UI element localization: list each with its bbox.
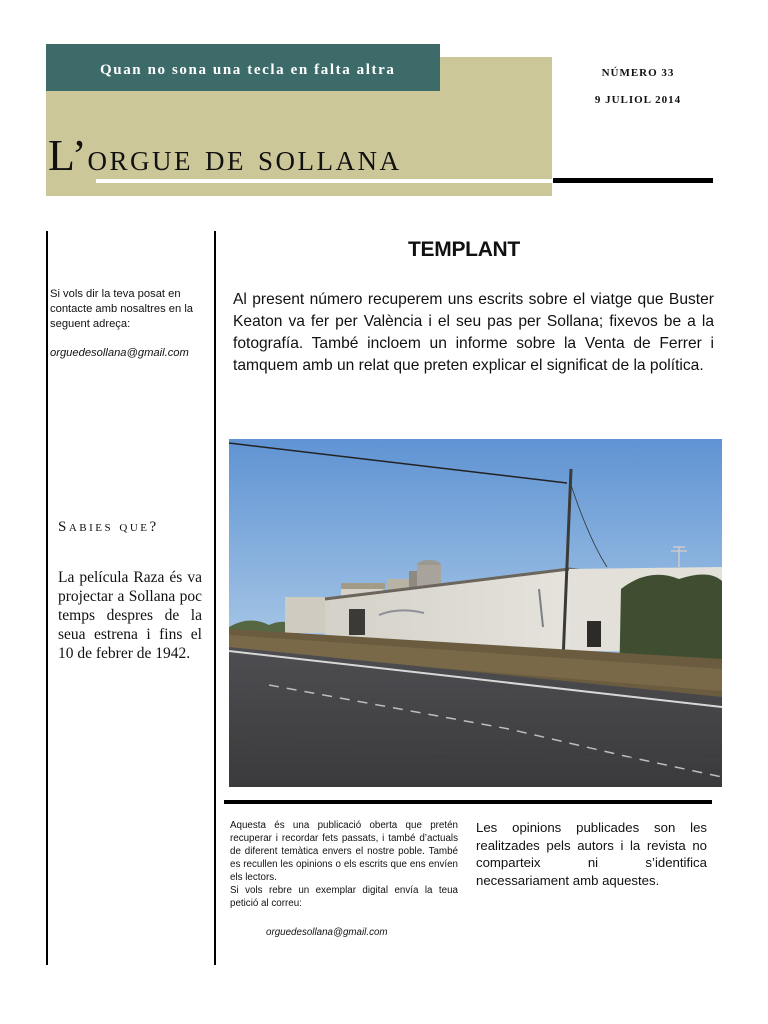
footer-right: Les opinions publicades son les realitzades pels autors i la revista no comparteix ni s’identifica necessariament amb aquestes. (476, 820, 707, 888)
sidebar-contact (50, 287, 212, 361)
sidebar-left-rule (46, 231, 48, 965)
tagline: Quan no sona una tecla en falta altra (100, 62, 396, 78)
title-underline-white (96, 179, 552, 183)
issue-info (563, 60, 713, 114)
article-headline: TEMPLANT (408, 238, 520, 261)
title-underline-black (553, 178, 713, 183)
contact-email[interactable]: orguedesollana@gmail.com (50, 347, 189, 359)
footer-rule (224, 800, 712, 804)
issue-number: NÚMERO 33 (601, 67, 675, 79)
sabies-text: La película Raza és va projectar a Sollana poc temps despres de la seua estrena i fins el 10 de febrer de 1942. (58, 569, 202, 662)
newsletter-title (48, 131, 402, 180)
issue-date: 9 JULIOL 2014 (594, 94, 682, 106)
sidebar-right-rule (214, 231, 216, 965)
footer-email[interactable]: orguedesollana@gmail.com (266, 927, 388, 938)
title-rest: orgue de sollana (87, 137, 402, 179)
sabies-heading: Sabies que? (58, 519, 159, 535)
title-prefix: L’ (48, 131, 88, 180)
footer-left-text-2: Si vols rebre un exemplar digital envía la teua petició al correu: (230, 885, 458, 909)
footer-left (230, 819, 458, 939)
footer-left-text-1: Aquesta és una publicació oberta que pretén recuperar i recordar fets passats, i també d’actuals de diferent temàtica envers el nostre poble. També es recullen les opinions o els escrits que ens envíen els lectors. (230, 820, 458, 883)
contact-text: Si vols dir la teva posat en contacte amb nosaltres en la seguent adreça: (50, 288, 194, 330)
article-lead: Al present número recuperem uns escrits sobre el viatge que Buster Keaton va fer per València i el seu pas per Sollana; fixevos be a la fotografía. També incloem un informe sobre la Venta de Ferrer i tamquem amb un relat que preten explicar el significat de la política. (233, 291, 714, 374)
building-photo (229, 439, 722, 787)
